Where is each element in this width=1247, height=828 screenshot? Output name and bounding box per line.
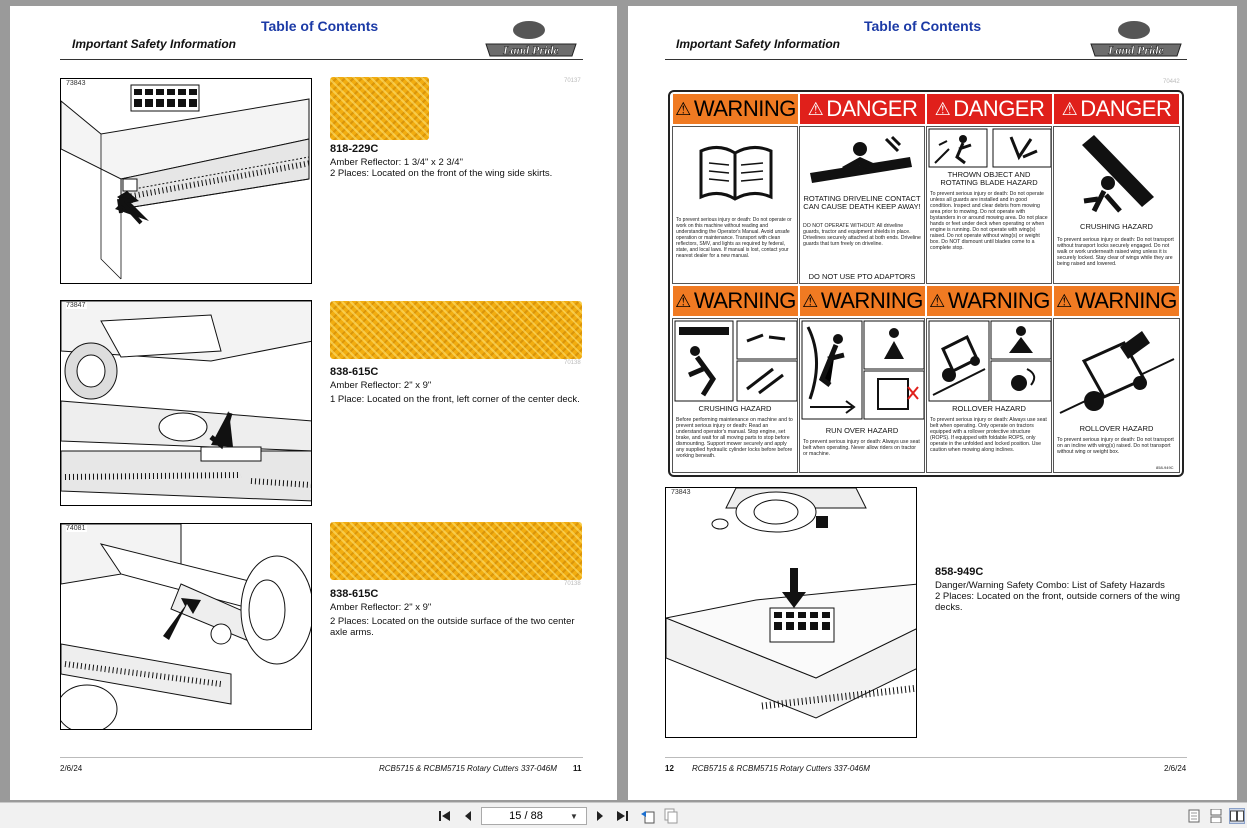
svg-text:Land Pride: Land Pride <box>503 43 559 57</box>
single-page-view-icon[interactable] <box>1186 808 1202 824</box>
danger-banner: ⚠ DANGER <box>800 94 925 124</box>
decal-ref-number: 70442 <box>1163 79 1180 85</box>
crushing-wing-icon <box>1054 127 1180 219</box>
figure-number: 73843 <box>66 80 86 87</box>
section-title: Important Safety Information <box>72 37 237 51</box>
part-description: Amber Reflector: 2" x 9" <box>330 380 432 391</box>
driveline-text: DO NOT OPERATE WITHOUT: All driveline guards, tractor and equipment shields in place. Drivelines securely attached at both ends. Driveline guards that turn freely on driveline. <box>803 223 921 247</box>
rollover-cell <box>926 318 1052 473</box>
page-number-input[interactable] <box>482 810 570 822</box>
chevron-down-icon[interactable]: ▼ <box>570 811 578 821</box>
land-pride-logo <box>482 20 580 60</box>
run-over-icon <box>800 319 925 423</box>
header-rule <box>665 59 1187 60</box>
part-number: 858-949C <box>935 566 984 578</box>
run-over-cell <box>799 318 925 473</box>
manual-hazard-cell <box>672 126 798 284</box>
driveline-hazard-cell <box>799 126 925 284</box>
figure-center-axle <box>60 523 312 730</box>
transport-rollover-title: ROLLOVER HAZARD <box>1079 424 1154 433</box>
driveline-entanglement-icon <box>800 127 925 193</box>
continuous-view-icon[interactable] <box>1208 808 1224 824</box>
top-banner-row <box>672 94 1180 124</box>
rollover-icon <box>927 319 1052 403</box>
manual-hazard-text: To prevent serious injury or death: Do not operate or work on this machine without reading and understanding the Operator's Manual. Avoid unsafe operation or maintenance. Transport with clean reflectors, SMV, and lights as required by federal, state, and local laws. If manual is lost, contact your nearest dealer for a new manual. <box>676 217 792 259</box>
book-icon <box>673 127 798 213</box>
transport-rollover-cell <box>1053 318 1180 473</box>
figure-center-deck <box>60 300 312 506</box>
rollover-title: ROLLOVER HAZARD <box>952 404 1026 413</box>
warning-banner: ⚠ WARNING <box>1054 286 1179 316</box>
footer-date: 2/6/24 <box>60 764 83 773</box>
figure-number: 73843 <box>671 489 691 496</box>
land-pride-logo <box>1087 20 1185 60</box>
driveline-title: ROTATING DRIVELINE CONTACT CAN CAUSE DEATH KEEP AWAY! <box>803 194 921 211</box>
page-number-field[interactable] <box>481 807 587 825</box>
run-over-title: RUN OVER HAZARD <box>825 426 899 435</box>
crushing-title: CRUSHING HAZARD <box>1080 222 1153 231</box>
safety-decal <box>668 90 1184 477</box>
part-description: Amber Reflector: 1 3/4" x 2 3/4" <box>330 157 463 168</box>
page-11 <box>10 6 617 800</box>
figure-number: 74081 <box>66 525 86 532</box>
amber-reflector-small <box>330 77 429 140</box>
thrown-object-hazard-cell <box>926 126 1052 284</box>
go-forward-icon[interactable] <box>663 808 679 824</box>
part-location: 2 Places: Located on the front of the wing side skirts. <box>330 168 553 179</box>
last-page-icon[interactable] <box>614 808 630 824</box>
prev-page-icon[interactable] <box>460 808 476 824</box>
figure-wing-deck-corner <box>665 487 917 738</box>
danger-banner: ⚠ DANGER <box>927 94 1052 124</box>
footer-rule <box>60 757 583 758</box>
footer-rule <box>665 757 1187 758</box>
warning-banner: ⚠ WARNING <box>673 94 798 124</box>
svg-text:Land Pride: Land Pride <box>1108 43 1164 57</box>
amber-reflector-strip <box>330 301 582 359</box>
rollover-text: To prevent serious injury or death: Always use seat belt when operating. Only operate on tractors equipped with a rollover protective structure (ROPS). If equipped with foldable ROPS, only operate in the unfolded and locked position. Use caution when mowing along inclines. <box>930 417 1047 453</box>
part-838-615c-deck <box>330 367 580 405</box>
part-location: 1 Place: Located on the front, left corner of the center deck. <box>330 394 580 405</box>
transport-rollover-text: To prevent serious injury or death: Do not transport on an incline with wing(s) raised. Do not transport without wing or weight box. <box>1057 437 1174 455</box>
maintenance-crushing-cell <box>672 318 798 473</box>
mower-deck-drawing <box>61 301 312 506</box>
crushing-hazard-cell <box>1053 126 1180 284</box>
page-12 <box>628 6 1237 800</box>
part-description: Amber Reflector: 2" x 9" <box>330 602 432 613</box>
part-description: Danger/Warning Safety Combo: List of Safety Hazards <box>935 580 1165 591</box>
maintenance-crushing-text: Before performing maintenance on machine and to prevent serious injury or death: Read an understand operator's manual. Stop engine, set brake, and wait for all moving parts to stop before dismounting. Support mower securely and apply any supplied hydraulic cylinder locks before before working beneath. <box>676 417 793 459</box>
mower-drawing <box>61 79 312 284</box>
ref-number: 70138 <box>564 360 581 366</box>
transport-rollover-icon <box>1054 319 1180 423</box>
footer-page-number: 11 <box>573 764 582 773</box>
toc-link[interactable]: Table of Contents <box>864 18 982 34</box>
warning-banner: ⚠ WARNING <box>673 286 798 316</box>
section-title: Important Safety Information <box>676 37 841 51</box>
thrown-object-text: To prevent serious injury or death: Do not operate unless all guards are installed and in good condition. Inspect and clear debris from mowing area prior to mowing. Do not operate with bystanders in or around mowing area. Do not place hands or feet under deck when operating or when engine is running. Do not operate with wing(s) raised. Do not operate without wing(s) or weight box. Do NOT dismount until blades come to a complete stop. <box>930 191 1048 251</box>
go-back-icon[interactable] <box>640 808 656 824</box>
run-over-text: To prevent serious injury or death: Always use seat belt when operating. Never allow riders on tractor or machine. <box>803 439 920 457</box>
footer-page-number: 12 <box>665 764 674 773</box>
danger-banner: ⚠ DANGER <box>1054 94 1179 124</box>
part-number: 818-229C <box>330 143 379 155</box>
amber-reflector-strip <box>330 522 582 580</box>
part-818-229c <box>330 144 580 179</box>
figure-number: 73847 <box>66 302 86 309</box>
figure-wing-side-skirt <box>60 78 312 284</box>
footer-doc-title: RCB5715 & RCBM5715 Rotary Cutters 337-046M <box>379 764 557 773</box>
warning-banner: ⚠ WARNING <box>800 286 925 316</box>
two-page-view-icon[interactable] <box>1229 808 1245 824</box>
part-location: 2 Places: Located on the outside surface of the two center axle arms. <box>330 616 575 638</box>
warning-banner: ⚠ WARNING <box>927 286 1052 316</box>
ref-number: 70138 <box>564 581 581 587</box>
maintenance-crushing-title: CRUSHING HAZARD <box>698 404 772 413</box>
maintenance-icons <box>673 319 798 405</box>
wing-deck-drawing <box>666 488 917 738</box>
part-838-615c-axle <box>330 589 580 638</box>
crushing-text: To prevent serious injury or death: Do not transport without transport locks securely engaged. Do not walk or work underneath raised wing unless it is securely locked. Stay clear of wings while they are being raised and lowered. <box>1057 237 1174 267</box>
first-page-icon[interactable] <box>437 808 453 824</box>
part-location: 2 Places: Located on the front, outside corners of the wing decks. <box>935 591 1181 613</box>
toc-link[interactable]: Table of Contents <box>261 18 379 34</box>
footer-doc-title: RCB5715 & RCBM5715 Rotary Cutters 337-046M <box>692 764 870 773</box>
bottom-banner-row <box>672 286 1180 316</box>
header-rule <box>60 59 583 60</box>
ref-number: 70137 <box>564 78 581 84</box>
viewer-toolbar <box>0 802 1247 828</box>
thrown-object-title: THROWN OBJECT AND ROTATING BLADE HAZARD <box>940 170 1038 187</box>
driveline-footer: DO NOT USE PTO ADAPTORS <box>808 272 916 281</box>
axle-drawing <box>61 524 312 730</box>
thrown-object-icon <box>927 127 1052 169</box>
part-858-949c <box>935 567 1195 613</box>
part-number: 838-615C <box>330 588 379 600</box>
decal-code: 858-949C <box>1156 465 1174 470</box>
footer-date: 2/6/24 <box>1164 764 1187 773</box>
part-number: 838-615C <box>330 366 379 378</box>
next-page-icon[interactable] <box>592 808 608 824</box>
